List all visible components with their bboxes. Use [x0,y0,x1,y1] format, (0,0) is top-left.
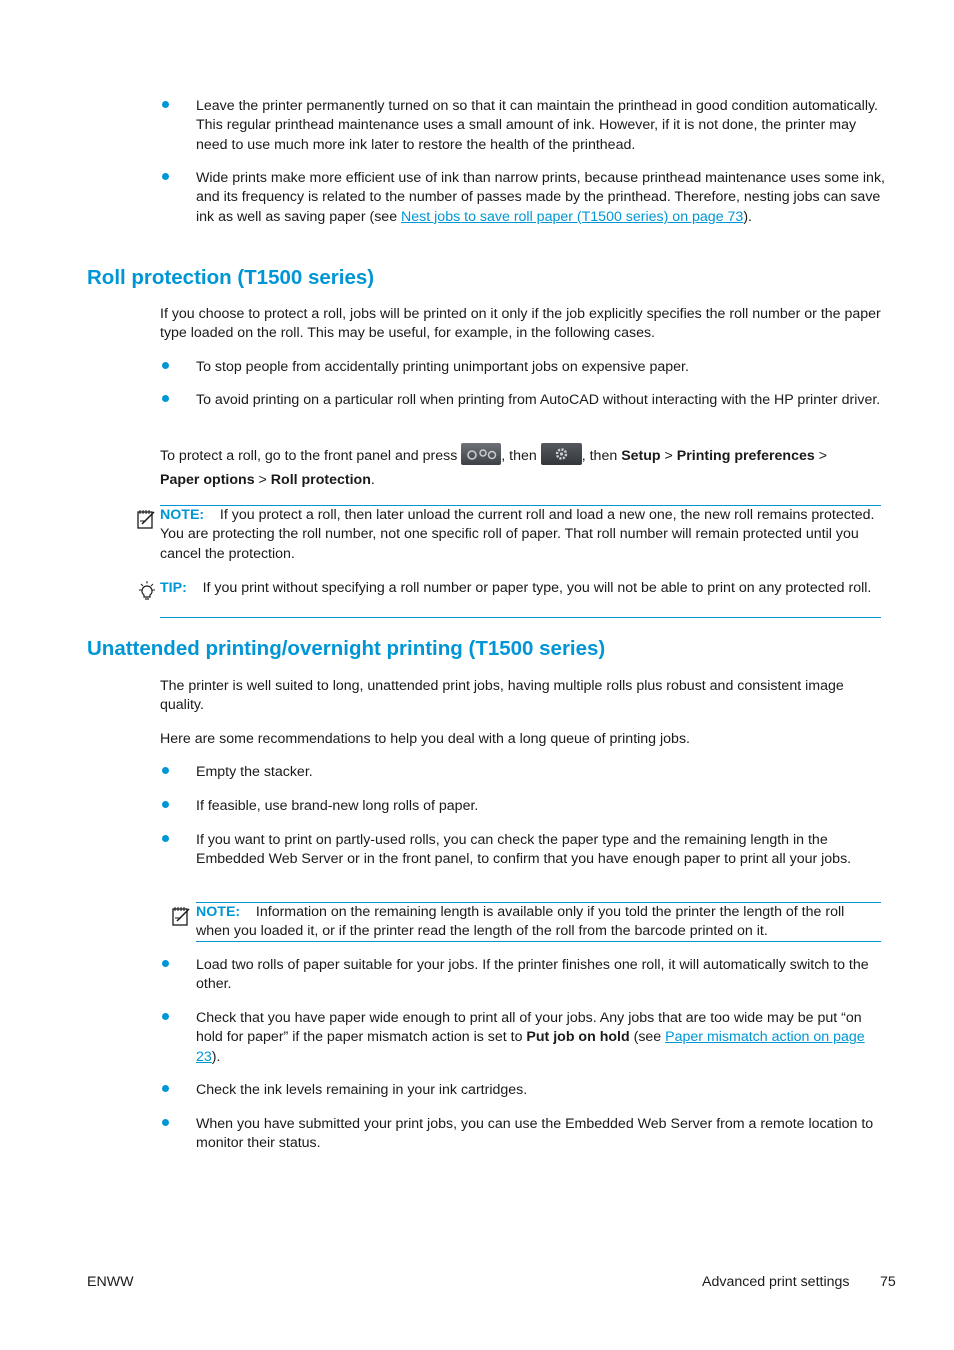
bullet-dot [162,1119,169,1126]
note-text: NOTE: Information on the remaining length is available only if you told the printer the length of the roll when you loaded it, or if the printer read the length of the roll from the barcode printed on it. [196,904,845,940]
bullet-text: To avoid printing on a particular roll when printing from AutoCAD without interacting with the HP printer driver. [196,392,881,408]
footer-left: ENWW [87,1274,134,1290]
note-icon [171,905,193,933]
bullet-dot [162,1085,169,1092]
setup-button-icon [541,443,582,465]
page-number: 75 [880,1274,896,1290]
section-heading-roll-protection: Roll protection (T1500 series) [87,266,375,289]
note-text: NOTE: If you protect a roll, then later unload the current roll and load a new one, the new roll remains protected. You are protecting the roll number, not one specific roll of paper. That roll number will remain protected until you cancel the protection. [160,507,875,562]
bullet-dot [162,101,169,108]
footer-section: Advanced print settings [702,1274,850,1290]
bullet-dot [162,767,169,774]
bullet-text: If feasible, use brand-new long rolls of paper. [196,798,479,814]
nest-jobs-link[interactable]: Nest jobs to save roll paper (T1500 series) on page 73 [401,208,744,225]
bullet-text: Wide prints make more efficient use of ink than narrow prints, because printhead maintenance uses some ink, and its frequency is related to the number of passes made by the printhead. Therefore, nesting jobs can save ink as well as saving paper (see Nest jobs to save roll paper (T1500 series) on page 73). [196,170,885,225]
tip-lightbulb-icon [136,580,158,608]
bullet-text: When you have submitted your print jobs, you can use the Embedded Web Server from a remote location to monitor their status. [196,1116,874,1152]
tip-bottom-rule [160,617,881,618]
bullet-text: To stop people from accidentally printing unimportant jobs on expensive paper. [196,359,689,375]
paper-mismatch-link[interactable]: Paper mismatch action on page 23 [196,1029,865,1065]
bullet-dot [162,1013,169,1020]
protect-instructions: To protect a roll, go to the front panel and press , then , then Setup > Printing preferences > Paper options > Roll protection. [160,444,886,492]
note-icon [136,508,158,536]
bullet-text: If you want to print on partly-used rolls, you can check the paper type and the remaining length in the Embedded Web Server or in the front panel, to confirm that you have enough paper to print all your jobs. [196,832,852,868]
bullet-dot [162,173,169,180]
bullet-text: Check that you have paper wide enough to print all of your jobs. Any jobs that are too wide may be put “on hold for paper” if the paper mismatch action is set to Put job on hold (see Paper mismatch action on page 23). [196,1010,865,1065]
home-button-icon [461,443,501,465]
bullet-text: Load two rolls of paper suitable for your jobs. If the printer finishes one roll, it will automatically switch to the other. [196,957,869,993]
bullet-text: Empty the stacker. [196,764,313,780]
section-heading-unattended-printing: Unattended printing/overnight printing (T1500 series) [87,637,606,660]
bullet-dot [162,960,169,967]
note-bottom-rule [196,941,881,942]
bullet-text: Leave the printer permanently turned on so that it can maintain the printhead in good condition automatically. This regular printhead maintenance uses a small amount of ink. However, if it is not done, the printer may need to use much more ink later to restore the health of the printhead. [196,98,878,153]
bullet-dot [162,395,169,402]
section-intro: If you choose to protect a roll, jobs will be printed on it only if the job explicitly specifies the roll number or the paper type loaded on the roll. This may be useful, for example, in the following cases. [160,306,881,342]
bullet-text: Check the ink levels remaining in your ink cartridges. [196,1082,528,1098]
tip-text: TIP: If you print without specifying a roll number or paper type, you will not be able to print on any protected roll. [160,580,872,596]
bullet-dot [162,835,169,842]
bullet-dot [162,801,169,808]
section-intro: Here are some recommendations to help you deal with a long queue of printing jobs. [160,731,690,747]
section-intro: The printer is well suited to long, unattended print jobs, having multiple rolls plus robust and consistent image quality. [160,678,844,714]
bullet-dot [162,362,169,369]
